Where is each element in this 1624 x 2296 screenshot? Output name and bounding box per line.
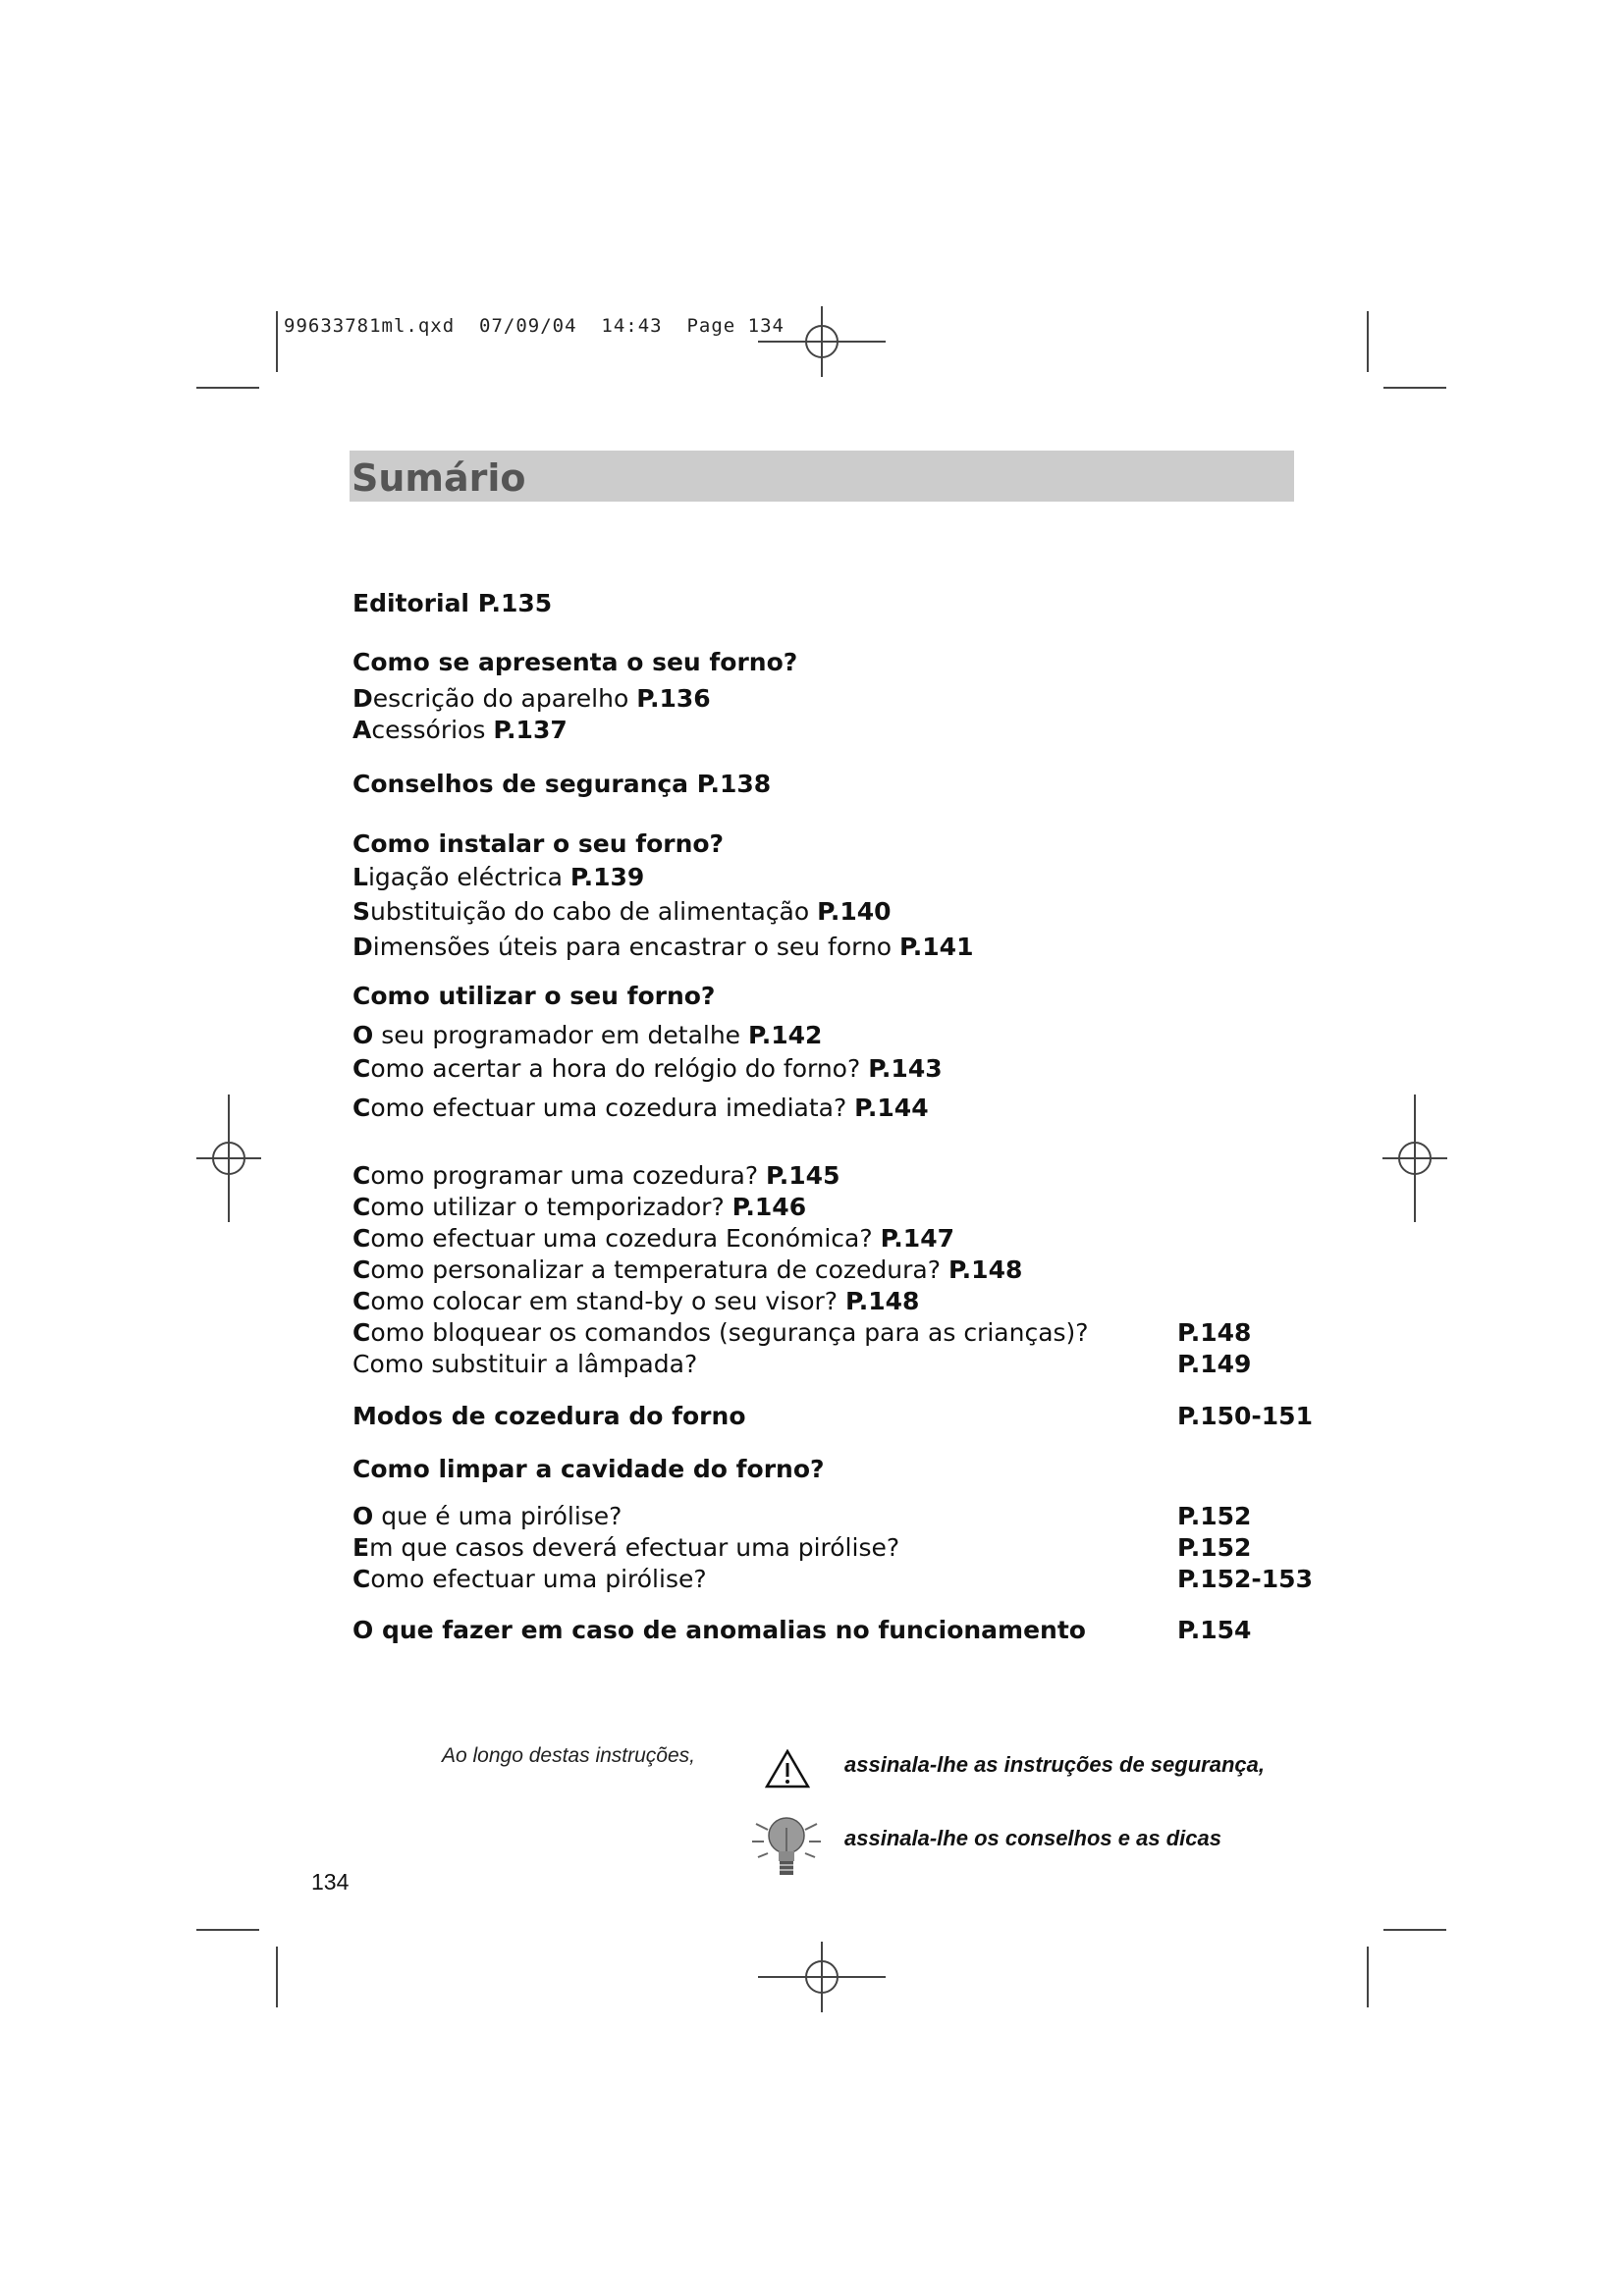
toc-entry-economica: Como efectuar uma cozedura Económica? P.147 [352, 1224, 954, 1253]
page-number: 134 [311, 1869, 350, 1895]
legend-safety-text: assinala-lhe as instruções de segurança, [844, 1752, 1265, 1777]
toc-entry-dimensoes: Dimensões úteis para encastrar o seu forno P.141 [352, 933, 974, 961]
toc-entry-efectuar-pirolise: Como efectuar uma pirólise? [352, 1565, 707, 1593]
toc-entry-modos: Modos de cozedura do forno [352, 1402, 746, 1430]
toc-entry-casos: Em que casos deverá efectuar uma pirólise? [352, 1533, 900, 1562]
toc-entry-lampada: Como substituir a lâmpada? [352, 1350, 698, 1378]
toc-entry-temporizador: Como utilizar o temporizador? P.146 [352, 1193, 807, 1221]
toc-heading-apresenta: Como se apresenta o seu forno? [352, 648, 798, 676]
legend-tips-text: assinala-lhe os conselhos e as dicas [844, 1826, 1221, 1850]
toc-entry-pirolise: O que é uma pirólise? [352, 1502, 623, 1530]
toc-entry-programar: Como programar uma cozedura? P.145 [352, 1161, 840, 1190]
toc-page-casos: P.152 [1177, 1533, 1252, 1562]
toc-entry-ligacao: Ligação eléctrica P.139 [352, 863, 645, 891]
toc-entry-imediata: Como efectuar uma cozedura imediata? P.144 [352, 1094, 929, 1122]
print-slug: 99633781ml.qxd 07/09/04 14:43 Page 134 [284, 315, 785, 337]
toc-entry-standby: Como colocar em stand-by o seu visor? P.148 [352, 1287, 920, 1315]
toc-page-pirolise: P.152 [1177, 1502, 1252, 1530]
title-bar [350, 451, 1294, 502]
lightbulb-icon [748, 1806, 825, 1883]
page-title: Sumário [352, 456, 526, 500]
toc-entry-acertar: Como acertar a hora do relógio do forno? P.143 [352, 1054, 943, 1083]
registration-mark-icon [196, 1095, 261, 1222]
toc-entry-substituicao: Substituição do cabo de alimentação P.140 [352, 897, 892, 926]
toc-heading-instalar: Como instalar o seu forno? [352, 829, 725, 858]
toc-entry-descricao: Descrição do aparelho P.136 [352, 684, 711, 713]
legend-intro: Ao longo destas instruções, [442, 1744, 695, 1767]
toc-page-efectuar-pirolise: P.152-153 [1177, 1565, 1313, 1593]
toc-entry-conselhos: Conselhos de segurança P.138 [352, 770, 772, 798]
toc-heading-limpar: Como limpar a cavidade do forno? [352, 1455, 825, 1483]
toc-page-anomalias: P.154 [1177, 1616, 1252, 1644]
registration-mark-icon [758, 306, 886, 377]
toc-entry-bloquear: Como bloquear os comandos (segurança para as crianças)? [352, 1318, 1089, 1347]
warning-triangle-icon [765, 1749, 810, 1789]
toc-entry-programador: O seu programador em detalhe P.142 [352, 1021, 823, 1049]
toc-page-modos: P.150-151 [1177, 1402, 1313, 1430]
toc-entry-editorial: Editorial P.135 [352, 589, 553, 617]
toc-page-bloquear: P.148 [1177, 1318, 1252, 1347]
registration-mark-icon [1382, 1095, 1447, 1222]
toc-page-lampada: P.149 [1177, 1350, 1252, 1378]
toc-heading-utilizar: Como utilizar o seu forno? [352, 982, 716, 1010]
registration-mark-icon [758, 1942, 886, 2012]
toc-entry-anomalias: O que fazer em caso de anomalias no funcionamento [352, 1616, 1086, 1644]
toc-entry-acessorios: Acessórios P.137 [352, 716, 568, 744]
toc-entry-personalizar: Como personalizar a temperatura de cozedura? P.148 [352, 1255, 1023, 1284]
